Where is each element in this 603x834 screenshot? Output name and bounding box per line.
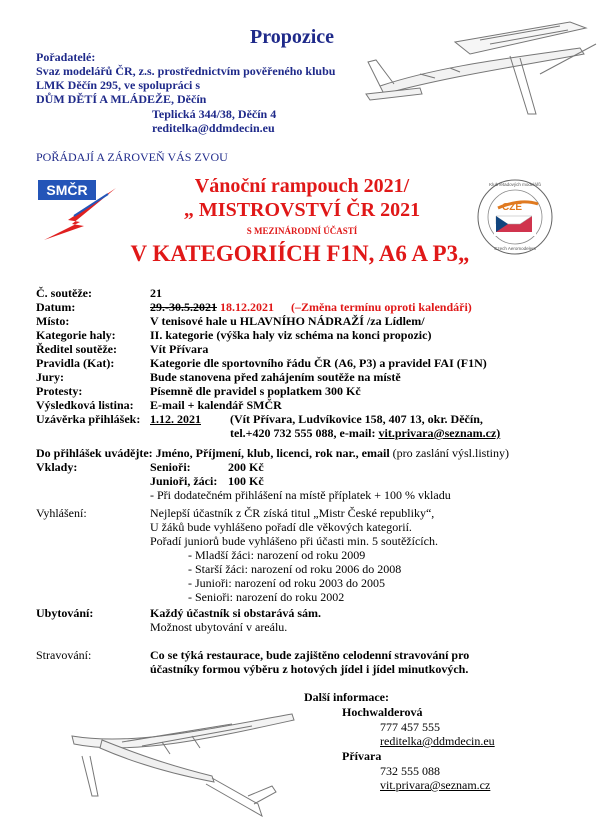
awards-line-3: Pořadí juniorů bude vyhlášeno při účasti min. 5 soutěžících. — [150, 534, 438, 548]
organizer-line-3: DŮM DĚTÍ A MLÁDEŽE, Děčín — [36, 92, 207, 106]
deadline-contact: (Vít Přívara, Ludvíkovice 158, 407 13, okr. Děčín, — [230, 412, 483, 426]
date-old: 29.-30.5.2021 — [150, 300, 217, 314]
catering-label: Stravování: — [36, 648, 92, 662]
application-row — [36, 446, 509, 460]
deadline-date: 1.12. 2021 — [150, 412, 201, 426]
page-title: Propozice — [250, 26, 335, 48]
fees-late-note: - Při dodatečném přihlášení na místě příplatek + 100 % vkladu — [150, 488, 451, 502]
rules-value: Kategorie dle sportovního řádu ČR (A6, P3) a pravidel FAI (F1N) — [150, 356, 487, 370]
organizer-email[interactable]: reditelka@ddmdecin.eu — [152, 121, 275, 135]
accommodation-line-1: Každý účastník si obstarává sám. — [150, 606, 322, 620]
contact-1-email[interactable]: reditelka@ddmdecin.eu — [380, 734, 495, 748]
accommodation-line-2: Možnost ubytování v areálu. — [150, 620, 288, 634]
organizer-address: Teplická 344/38, Děčín 4 — [152, 107, 277, 121]
jury-label: Jury: — [36, 370, 64, 384]
organizer-heading: Pořadatelé: — [36, 50, 96, 64]
awards-category-2: - Starší žáci: narození od roku 2006 do 2008 — [188, 562, 402, 576]
deadline-email-link[interactable]: vit.privara@seznam.cz) — [378, 426, 501, 440]
event-title-line-2: „ MISTROVSTVÍ ČR 2021 — [183, 199, 421, 221]
protests-value: Písemně dle pravidel s poplatkem 300 Kč — [150, 384, 361, 398]
fees-juniors-label: Junioři, žáci: — [150, 474, 218, 488]
competition-no-label: Č. soutěže: — [36, 286, 92, 300]
jury-value: Bude stanovena před zahájením soutěže na místě — [150, 370, 401, 384]
results-label: Výsledková listina: — [36, 398, 134, 412]
contact-2-email[interactable]: vit.privara@seznam.cz — [380, 778, 491, 792]
hall-category-label: Kategorie haly: — [36, 328, 116, 342]
invite-text: POŘÁDAJÍ A ZÁROVEŇ VÁS ZVOU — [36, 150, 228, 164]
contact-2-phone: 732 555 088 — [380, 764, 440, 778]
event-title-line-1: Vánoční rampouch 2021/ — [194, 175, 410, 197]
awards-line-2: U žáků bude vyhlášeno pořadí dle věkových kategorií. — [150, 520, 412, 534]
fees-seniors-value: 200 Kč — [228, 460, 264, 474]
date-new: 18.12.2021 — [220, 300, 274, 314]
catering-line-2: účastníky formou výběru z hotových jídel i jídel minutkových. — [150, 662, 469, 676]
director-value: Vít Přívara — [150, 342, 209, 356]
place-value: V tenisové hale u HLAVNÍHO NÁDRAŽÍ /za Lídlem/ — [150, 314, 425, 328]
contact-2-name: Přívara — [342, 749, 382, 763]
fees-seniors-label: Senioři: — [150, 460, 191, 474]
cze-logo-text: CZE — [502, 202, 522, 213]
event-title-line-4: V KATEGORIÍCH F1N, A6 A P3„ — [130, 241, 470, 266]
application-note: (pro zaslání výsl.listiny) — [392, 446, 509, 460]
protests-label: Protesty: — [36, 384, 83, 398]
competition-no-value: 21 — [150, 286, 162, 300]
awards-category-3: - Junioři: narození od roku 2003 do 2005 — [188, 576, 385, 590]
awards-label: Vyhlášení: — [36, 506, 87, 520]
awards-category-1: - Mladší žáci: narození od roku 2009 — [188, 548, 366, 562]
hall-category-value: II. kategorie (výška haly viz schéma na konci propozic) — [150, 328, 432, 342]
application-label: Do přihlášek uvádějte: — [36, 446, 153, 460]
deadline-label: Uzávěrka přihlášek: — [36, 412, 141, 426]
contact-1-name: Hochwalderová — [342, 705, 423, 719]
model-plane-illustration-bottom — [62, 696, 302, 826]
contact-1-phone: 777 457 555 — [380, 720, 440, 734]
event-title-line-3: S MEZINÁRODNÍ ÚČASTÍ — [246, 226, 358, 236]
cze-logo-ring-bottom: Czech Aeromodelers — [494, 246, 536, 251]
lightning-icon — [38, 180, 118, 242]
model-plane-illustration-top — [360, 14, 600, 124]
date-value — [150, 300, 472, 314]
date-label: Datum: — [36, 300, 76, 314]
catering-line-1: Co se týká restaurace, bude zajištěno celodenní stravování pro — [150, 648, 470, 662]
awards-line-1: Nejlepší účastník z ČR získá titul „Mistr České republiky“, — [150, 506, 435, 520]
organizer-line-1: Svaz modelářů ČR, z.s. prostřednictvím pověřeného klubu — [36, 64, 336, 78]
deadline-phone-line — [230, 426, 500, 440]
awards-category-4: - Senioři: narození do roku 2002 — [188, 590, 345, 604]
deadline-phone: tel.+420 732 555 088, e-mail: — [230, 426, 376, 440]
results-value: E-mail + kalendář SMČR — [150, 398, 282, 412]
fees-juniors-value: 100 Kč — [228, 474, 264, 488]
info-heading: Další informace: — [304, 690, 389, 704]
application-value: Jméno, Příjmení, klub, licenci, rok nar., email — [155, 446, 390, 460]
smcr-logo — [38, 180, 118, 242]
smcr-logo-text: SMČR — [38, 180, 96, 200]
organizer-line-2: LMK Děčín 295, ve spolupráci s — [36, 78, 200, 92]
date-change-note: (–Změna termínu oproti kalendáři) — [291, 300, 472, 314]
rules-label: Pravidla (Kat): — [36, 356, 115, 370]
fees-label: Vklady: — [36, 460, 78, 474]
cze-logo-ring-top: Klub letadových modelářů — [489, 182, 541, 187]
place-label: Místo: — [36, 314, 70, 328]
director-label: Ředitel soutěže: — [36, 342, 117, 356]
accommodation-label: Ubytování: — [36, 606, 94, 620]
